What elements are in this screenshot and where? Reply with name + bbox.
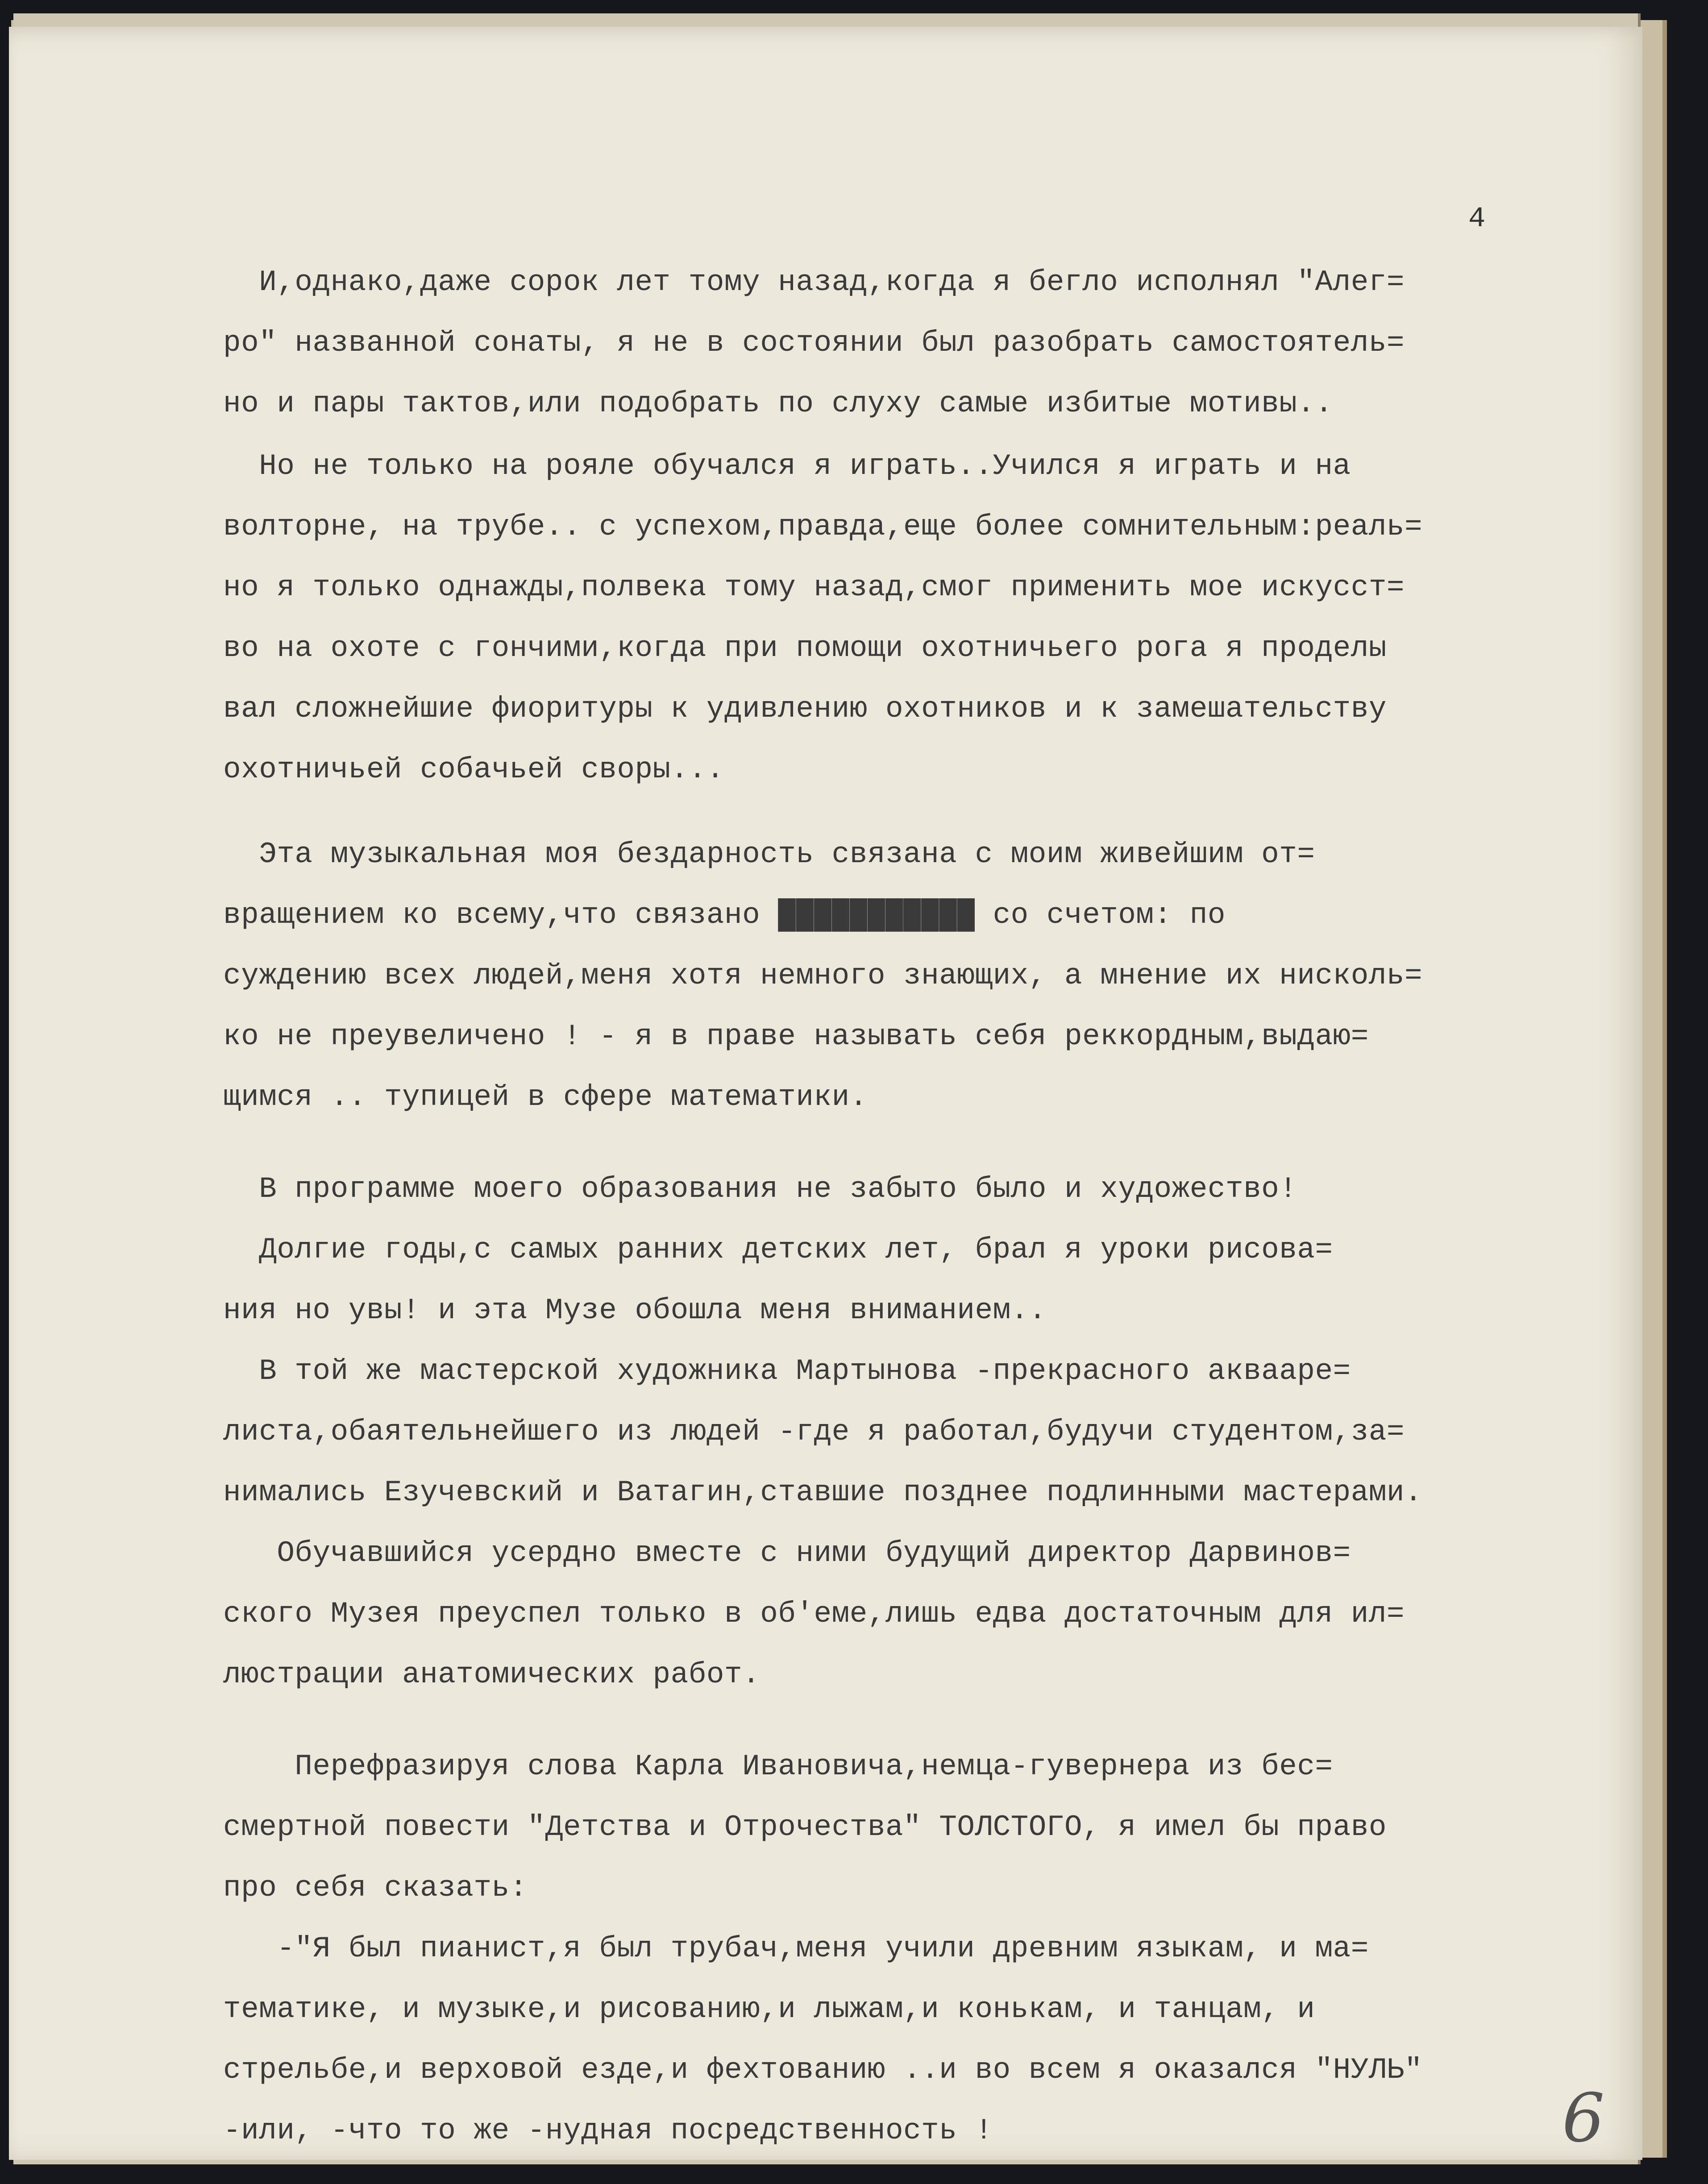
text-line: ния но увы! и эта Музе обошла меня вниманием.. [223,1294,1047,1327]
text-line: суждению всех людей,меня хотя немного знающих, а мнение их нисколь= [223,959,1423,992]
text-line: Но не только на рояле обучался я играть..Учился я играть и на [223,449,1351,483]
text-line: И,однако,даже сорок лет тому назад,когда я бегло исполнял "Алег= [223,266,1405,299]
text-line: щимся .. тупицей в сфере математики. [223,1080,868,1114]
text-line: вращением ко всему,что связано ███████████ со счетом: по [223,898,1226,932]
text-line: стрельбе,и верховой езде,и фехтованию ..и во всем я оказался "НУЛЬ" [223,2053,1423,2087]
page-number: 4 [1468,203,1486,235]
text-line: ко не преувеличено ! - я в праве называть себя реккордным,выдаю= [223,1020,1369,1053]
text-line: волторне, на трубе.. с успехом,правда,еще более сомнительным:реаль= [223,510,1423,544]
text-line: во на охоте с гончими,когда при помощи охотничьего рога я проделы [223,631,1387,665]
text-line: Обучавшийся усердно вместе с ними будущий директор Дарвинов= [223,1536,1351,1570]
text-line: -"Я был пианист,я был трубач,меня учили древним языкам, и ма= [223,1932,1369,1965]
text-line: ского Музея преуспел только в об'еме,лишь едва достаточным для ил= [223,1597,1405,1631]
typed-text [223,252,1562,2161]
text-line: тематике, и музыке,и рисованию,и лыжам,и конькам, и танцам, и [223,1993,1315,2026]
text-line: нимались Езучевский и Ватагин,ставшие позднее подлинными мастерами. [223,1476,1423,1509]
text-line: листа,обаятельнейшего из людей -где я работал,будучи студентом,за= [223,1415,1405,1449]
text-line: но и пары тактов,или подобрать по слуху самые избитые мотивы.. [223,387,1333,420]
text-line: Перефразируя слова Карла Ивановича,немца-гувернера из бес= [223,1750,1333,1783]
paragraph [223,824,1562,1128]
text-line: охотничьей собачьей своры... [223,753,724,786]
text-line: люстрации анатомических работ. [223,1658,760,1691]
paragraph [223,1736,1562,2161]
paragraph [223,1159,1562,1705]
text-line: про себя сказать: [223,1871,528,1905]
paragraph [223,252,1562,434]
handwritten-folio-number: 6 [1562,2080,1605,2157]
text-line: В программе моего образования не забыто было и художество! [223,1172,1297,1206]
paragraph [223,436,1562,800]
text-line: Долгие годы,с самых ранних детских лет, брал я уроки рисова= [223,1233,1333,1266]
text-line: вал сложнейшие фиоритуры к удивлению охотников и к замешательству [223,692,1387,726]
text-line: но я только однажды,полвека тому назад,смог применить мое искусст= [223,571,1405,604]
typewritten-page [9,27,1642,2160]
text-line: смертной повести "Детства и Отрочества" ТОЛСТОГО, я имел бы право [223,1810,1387,1844]
text-line: Эта музыкальная моя бездарность связана с моим живейшим от= [223,838,1315,871]
text-line: ро" названной сонаты, я не в состоянии был разобрать самостоятель= [223,326,1405,360]
text-line: -или, -что то же -нудная посредственность ! [223,2114,993,2147]
text-line: В той же мастерской художника Мартынова -прекрасного аквааре= [223,1354,1351,1388]
